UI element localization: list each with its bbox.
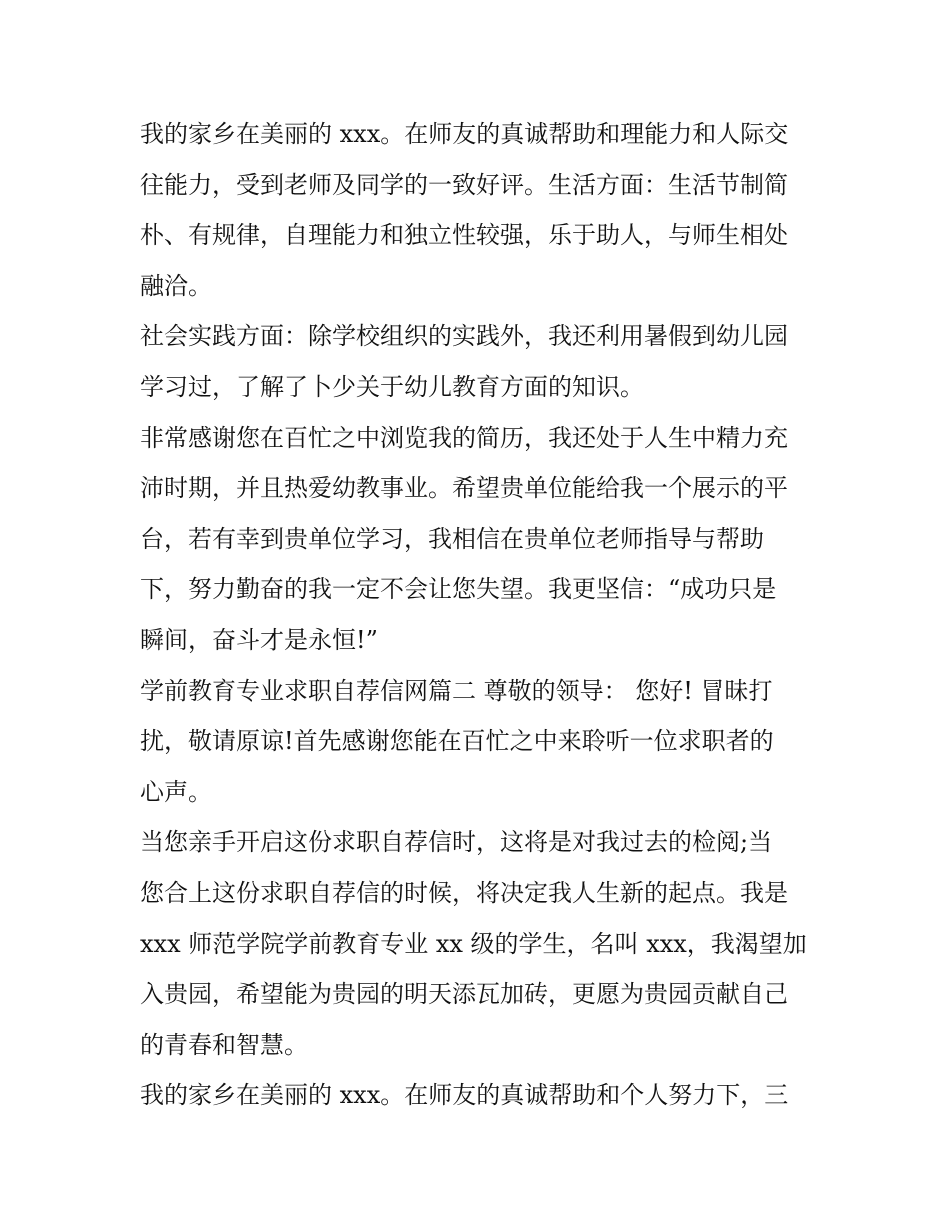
document-body (140, 109, 820, 1121)
text-line-8: 沛时期，并且热爱幼教事业。希望贵单位能给我一个展示的平 (140, 474, 788, 503)
text-line-15: 当您亲手开启这份求职自荐信时，这将是对我过去的检阅;当 (140, 828, 773, 857)
text-line-14: 心声。 (140, 777, 212, 806)
text-line-9: 台，若有幸到贵单位学习，我相信在贵单位老师指导与帮助 (140, 524, 764, 553)
text-line-11: 瞬间，奋斗才是永恒!” (140, 625, 378, 654)
text-line-17: xxx 师范学院学前教育专业 xx 级的学生，名叫 xxx，我渴望加 (140, 929, 807, 958)
text-line-2: 往能力，受到老师及同学的一致好评。生活方面：生活节制简 (140, 170, 788, 199)
text-line-3: 朴、有规律，自理能力和独立性较强，乐于助人，与师生相处 (140, 221, 788, 250)
text-line-18: 入贵园，希望能为贵园的明天添瓦加砖，更愿为贵园贡献自己 (140, 980, 788, 1009)
text-line-16: 您合上这份求职自荐信的时候，将决定我人生新的起点。我是 (140, 878, 788, 907)
text-line-12: 学前教育专业求职自荐信网篇二 尊敬的领导： 您好! 冒昧打 (140, 676, 773, 705)
text-line-7: 非常感谢您在百忙之中浏览我的简历，我还处于人生中精力充 (140, 423, 788, 452)
text-line-1: 我的家乡在美丽的 xxx。在师友的真诚帮助和理能力和人际交 (140, 120, 789, 148)
text-line-13: 扰，敬请原谅!首先感谢您能在百忙之中来聆听一位求职者的 (140, 727, 774, 756)
text-line-10: 下，努力勤奋的我一定不会让您失望。我更坚信：“成功只是 (140, 575, 777, 604)
text-line-19: 的青春和智慧。 (140, 1030, 308, 1059)
text-line-4: 融洽。 (140, 271, 212, 300)
text-line-20: 我的家乡在美丽的 xxx。在师友的真诚帮助和个人努力下，三 (140, 1081, 789, 1110)
text-line-6: 学习过，了解了卜少关于幼儿教育方面的知识。 (140, 372, 644, 401)
text-line-5: 社会实践方面：除学校组织的实践外，我还利用暑假到幼儿园 (140, 322, 788, 351)
